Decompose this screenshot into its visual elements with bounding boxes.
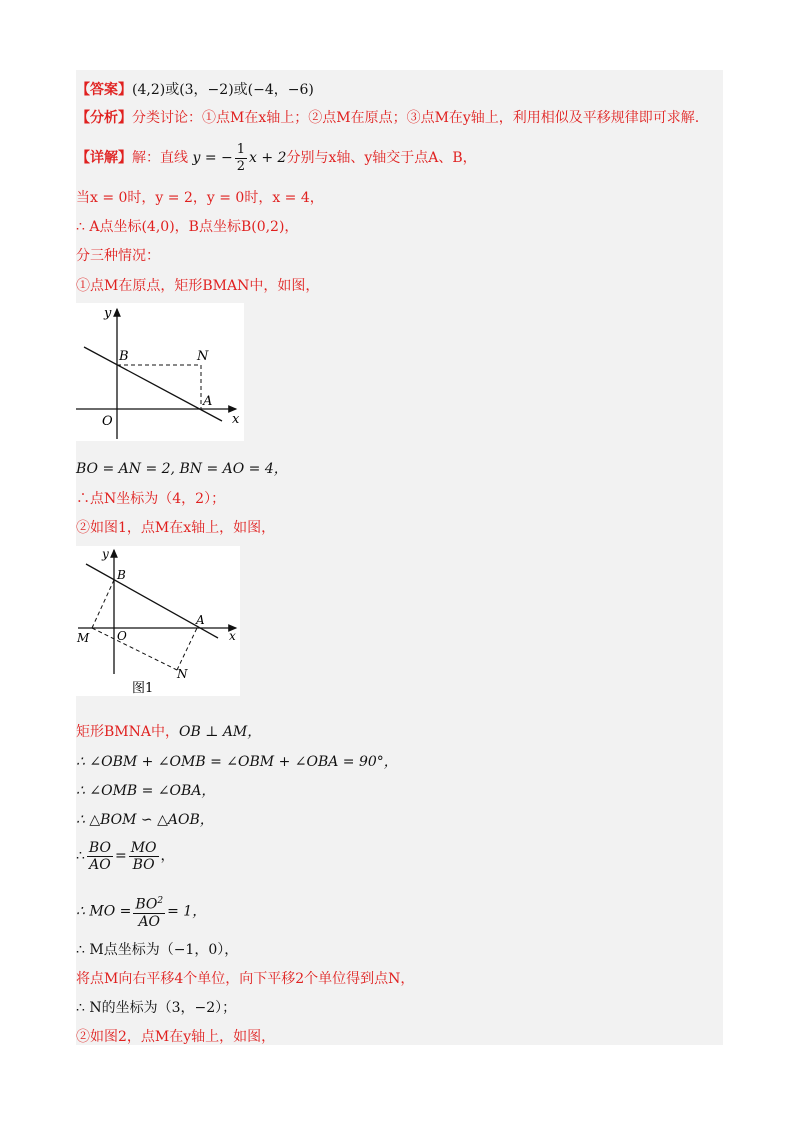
detail-tag: 【详解】: [76, 150, 132, 166]
fraction-bo-ao: [87, 840, 113, 873]
text-line-2: ∴ A点坐标(4,0)，B点坐标B(0,2)，: [76, 219, 299, 235]
text-line-8b: OB ⊥ AM，: [178, 724, 262, 740]
analysis-text: 分类讨论：①点M在x轴上；②点M在原点；③点M在y轴上，利用相似及平移规律即可求解.: [132, 110, 700, 126]
figure-1-svg: [76, 303, 244, 441]
fraction-mo-bo-den: BO: [132, 856, 155, 873]
fraction-bo2-ao-num: [133, 893, 165, 914]
label-n: N: [177, 667, 188, 681]
text-line-8: [76, 722, 261, 742]
equation-rhs: x + 2: [249, 150, 287, 166]
text-line-16: ∴ N的坐标为（3，−2）；: [76, 1000, 237, 1016]
text-line-12-suffix: ，: [160, 848, 175, 864]
text-line-10: ∴ ∠OMB = ∠OBA，: [76, 783, 216, 799]
text-line-12-prefix: ∴: [76, 848, 85, 864]
text-line-6: ∴点N坐标为（4，2）；: [76, 491, 226, 507]
label-x: x: [229, 629, 236, 643]
text-line-7: ②如图1，点M在x轴上，如图，: [76, 520, 276, 536]
fraction-denominator: 2: [236, 158, 246, 174]
text-line-1: 当x = 0时，y = 2，y = 0时，x = 4，: [76, 190, 324, 206]
text-line-17: ②如图2，点M在y轴上，如图，: [76, 1029, 276, 1045]
text-line-9: ∴ ∠OBM + ∠OMB = ∠OBM + ∠OBA = 90°，: [76, 754, 398, 770]
label-o: O: [117, 629, 127, 643]
fraction-bo-ao-den: AO: [89, 856, 111, 873]
figure-2-svg: [76, 546, 240, 696]
text-line-13-prefix: ∴ MO =: [76, 903, 132, 920]
figure-rectangle-origin: [76, 303, 244, 441]
equation-lhs: y = −: [192, 150, 233, 166]
label-o: O: [102, 414, 113, 429]
label-b: B: [119, 349, 129, 364]
text-line-14: ∴ M点坐标为（−1，0），: [76, 942, 239, 958]
detail-line: [76, 140, 477, 176]
text-line-3: 分三种情况：: [76, 248, 160, 264]
text-line-8a: 矩形BMNA中，: [76, 724, 179, 740]
fraction-bo-ao-num: BO: [88, 839, 111, 856]
text-line-5: BO = AN = 2, BN = AO = 4，: [76, 461, 288, 477]
fraction-bo2-ao: [133, 893, 165, 930]
equation-fraction: [235, 142, 247, 175]
text-line-11: ∴ △BOM ∽ △AOB，: [76, 812, 214, 828]
fraction-mo-bo-num: MO: [130, 839, 157, 856]
fraction-numerator: 1: [236, 141, 246, 157]
text-line-12: [76, 838, 175, 874]
detail-prefix: 解：直线: [132, 150, 188, 166]
label-a: A: [196, 613, 205, 627]
answer-tag: 【答案】: [76, 82, 132, 98]
text-line-15: 将点M向右平移4个单位，向下平移2个单位得到点N，: [76, 971, 415, 987]
label-y: y: [104, 306, 112, 321]
fraction-bo2-ao-exponent: 2: [157, 896, 164, 906]
analysis-tag: 【分析】: [76, 110, 132, 126]
fraction-bo2-ao-num-text: BO: [135, 896, 158, 913]
analysis-line: [76, 108, 699, 128]
segment-mb: [92, 580, 114, 628]
label-b: B: [117, 568, 126, 582]
fraction-bo2-ao-den: AO: [138, 913, 161, 930]
segment-mn: [92, 628, 177, 670]
label-y: y: [102, 547, 109, 561]
text-line-4: ①点M在原点，矩形BMAN中，如图，: [76, 278, 320, 294]
segment-na: [177, 628, 197, 670]
label-n: N: [197, 349, 209, 364]
label-a: A: [203, 394, 213, 409]
fraction-mo-bo: [129, 840, 159, 873]
detail-suffix: 分别与x轴、y轴交于点A、B，: [286, 150, 477, 166]
answer-text: (4,2)或(3，−2)或(−4，−6): [132, 82, 314, 98]
figure-caption: 图1: [132, 681, 154, 696]
text-line-12-eq: =: [114, 848, 127, 864]
label-x: x: [232, 412, 240, 427]
label-m: M: [77, 631, 90, 645]
text-line-13-suffix: = 1，: [167, 903, 207, 920]
answer-line: [76, 80, 314, 100]
text-line-13: [76, 893, 206, 930]
figure-1-m-on-x-axis: [76, 546, 240, 696]
